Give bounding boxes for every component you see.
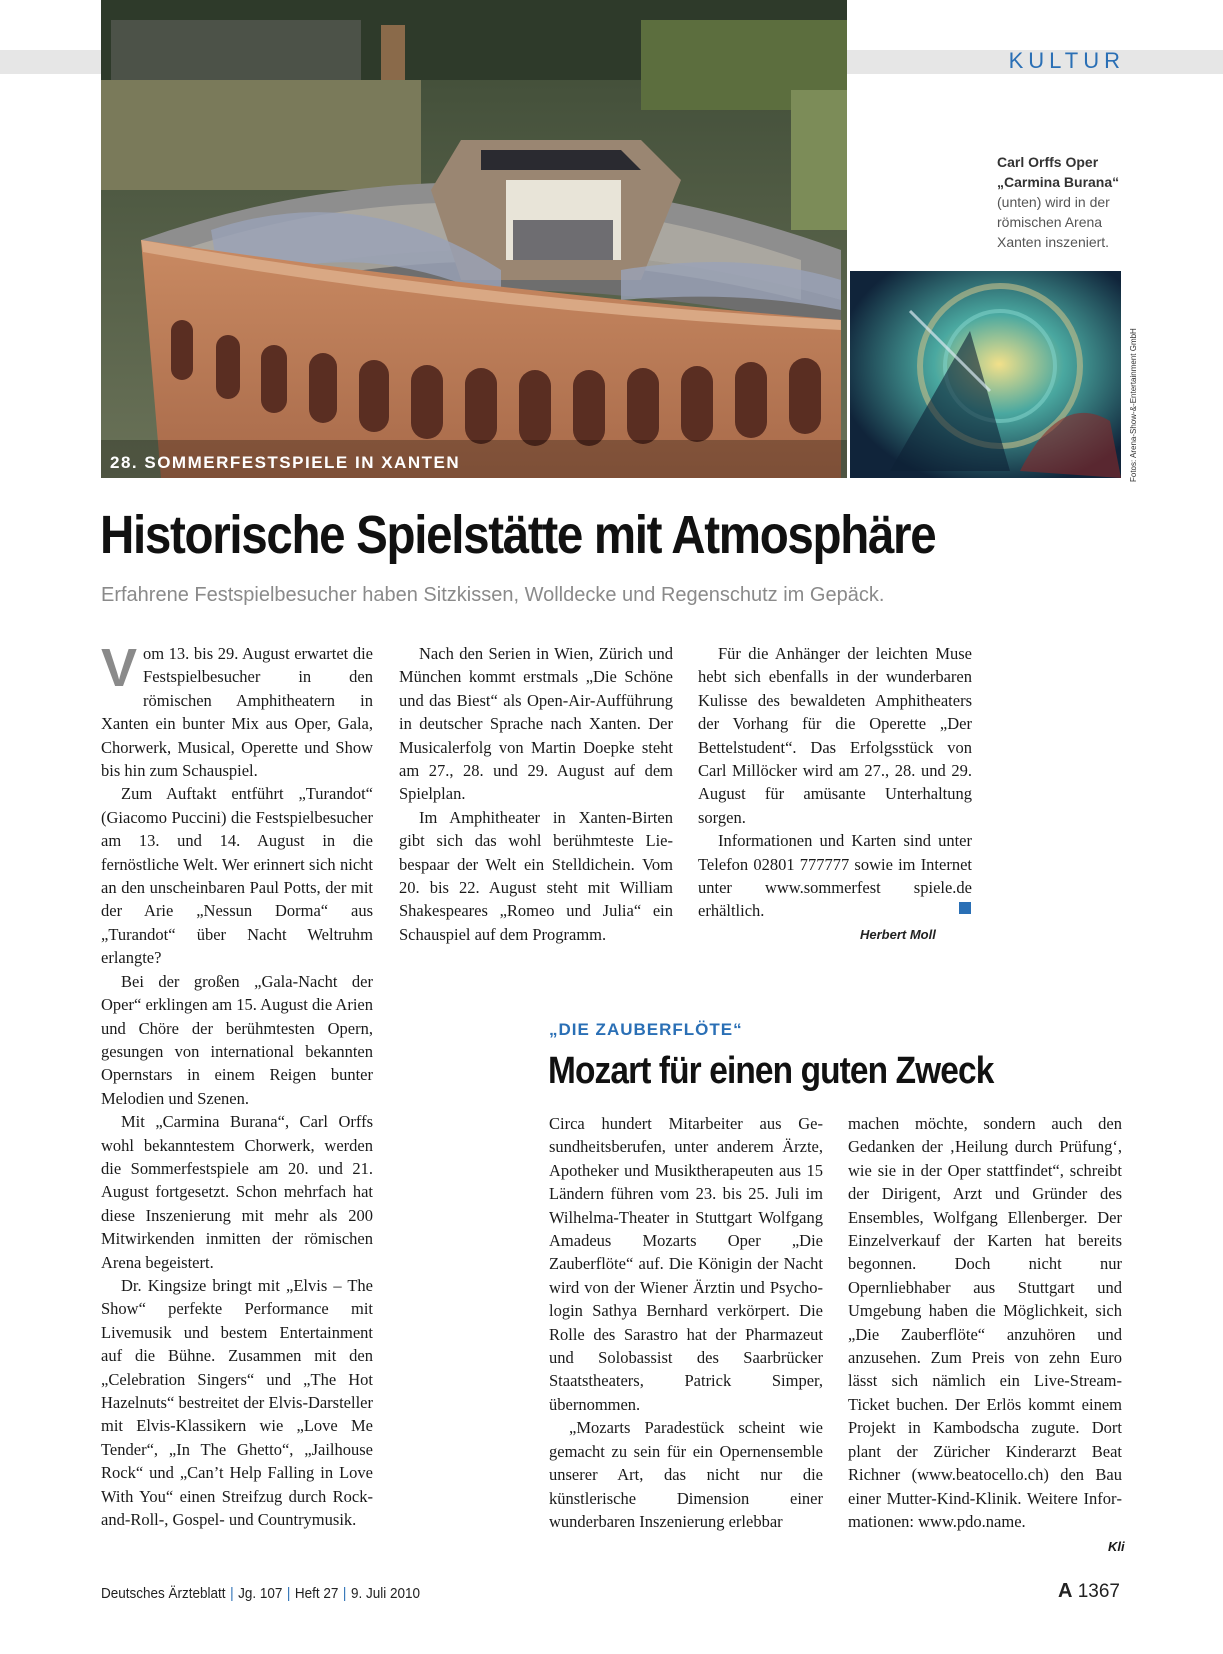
photo-caption [997, 152, 1137, 252]
footer-issue: Heft 27 [294, 1585, 339, 1602]
paragraph: Nach den Serien in Wien, Zürich und München kommt erstmals „Die Schöne und das Biest“ als Open-Air-Aufführung in deutscher Sprache nach Xanten. Der Musicalerfolg von Martin Doepke steht am 27., 28. und 29. August auf dem Spielplan. [399, 644, 673, 804]
photo-credit: Fotos: Arena-Show-&-Entertainment GmbH [1129, 328, 1138, 482]
dropcap: V [101, 638, 138, 698]
article-author: Herbert Moll [860, 927, 936, 942]
paragraph: „Mozarts Paradestück scheint wie gemacht zu sein für ein Opernensemble unserer Art, das nicht nur die künstlerische Dimension einer wunderbaren Inszenierung erlebbar [549, 1418, 823, 1531]
article2-column-2 [848, 1112, 1122, 1533]
photo-caption-text: (unten) wird in der römischen Arena Xanten inszeniert. [997, 194, 1110, 250]
footer-date: 9. Juli 2010 [350, 1585, 421, 1602]
photo-tag: 28. SOMMERFESTSPIELE IN XANTEN [110, 453, 461, 472]
paragraph: machen möchte, sondern auch den Gedanken der ‚Heilung durch Prüfung‘, wie sie in der Oper stattfindet“, schreibt der Dirigent, Arzt und Gründer des Ensembles, Wolfgang Ellenberger. Der Einzelverkauf der Karten hat bereits begonnen. Doch nicht nur Opernliebhaber aus Stuttgart und Umgebung haben die Möglichkeit, sich „Die Zauberflöte“ anzuhören und anzusehen. Zum Preis von zehn Euro lässt sich nämlich ein Live-Stream-Ticket buchen. Der Erlös kommt einem Projekt in Kambodscha zugute. Dort plant der Züricher Kinderarzt Beat Richner (www.beatocello.ch) den Bau einer Mutter-Kind-Klinik. Weitere Informationen: www.pdo.name. [848, 1114, 1122, 1531]
article-column-3 [698, 642, 972, 923]
paragraph: Circa hundert Mitarbeiter aus Gesundheitsberufen, unter anderem Ärzte, Apotheker und Musiktherapeuten aus 15 Ländern führen vom 23. bis 25. Juli im Wilhelma-Theater in Stuttgart Wolfgang Amadeus Mozarts Oper „Die Zauberflöte“ auf. Die Königin der Nacht wird von der Wiener Ärztin und Psychologin Sathya Bernhard verkörpert. Die Rolle des Sarastro hat der Pharmazeut und Solobassist des Saarbrücker Staatstheaters, Patrick Simper, übernommen. [549, 1114, 823, 1414]
article-subline: Erfahrene Festspielbesucher haben Sitzkissen, Wolldecke und Regenschutz im Gepäck. [101, 584, 885, 606]
article2-column-1 [549, 1112, 823, 1533]
article2-kicker: „DIE ZAUBERFLÖTE“ [549, 1020, 743, 1039]
end-mark-icon [959, 902, 971, 914]
paragraph: Dr. Kingsize bringt mit „Elvis – The Show“ perfekte Performance mit Livemusik und bestem Entertainment auf die Bühne. Zusammen mit den „Celebration Singers“ und „The Hot Hazelnuts“ bestreitet der Elvis-Darsteller mit Elvis-Klassikern wie „Love Me Tender“, „In The Ghetto“, „Jailhouse Rock“ und „Can’t Help Falling in Love With You“ einen Streifzug durch Rock-and-Roll-, Gospel- und Countrymusik. [101, 1275, 373, 1530]
paragraph: Bei der großen „Gala-Nacht der Oper“ erklingen am 15. August die Arien und Chöre der berühmtesten Opern, gesungen von international bekannten Opernstars in einem Reigen bunter Melodien und Szenen. [101, 971, 373, 1108]
section-label: KULTUR [1008, 48, 1125, 73]
article2-author: Kli [1108, 1539, 1125, 1554]
paragraph: Zum Auftakt entführt „Turandot“ (Giacomo Puccini) die Festspielbesucher am 13. und 14. August in die fernöstliche Welt. Wer erinnert sich nicht an den unscheinbaren Paul Potts, der mit der Arie „Nessun Dorma“ aus „Turandot“ über Nacht Weltruhm erlangte? [101, 784, 373, 968]
paragraph: Mit „Carmina Burana“, Carl Orffs wohl bekanntestem Chorwerk, werden die Sommerfestspiele am 20. und 21. August fortgesetzt. Schon mehrfach hat diese Inszenierung mit mehr als 200 Mitwirkenden inmitten der römischen Arena begeistert. [101, 1112, 373, 1272]
amphitheater-photo [101, 0, 847, 478]
footer: Deutsches Ärzteblatt | Jg. 107 | Heft 27 | 9. Juli 2010 [101, 1585, 421, 1602]
paragraph: Für die Anhänger der leichten Muse hebt sich ebenfalls in der wunderbaren Kulisse des bewaldeten Amphitheaters der Vorhang für die Operette „Der Bettelstudent“. Das Erfolgsstück von Carl Millöcker wird am 27., 28. und 29. August für amüsante Unterhaltung sorgen. [698, 644, 972, 827]
article-column-1: Vom 13. bis 29. August erwartet die Festspielbesucher in den römischen Amphitheatern in Xanten ein bunter Mix aus Oper, Gala, Chorwerk, Musical, Operette und Show bis hin zum Schauspiel. Zum Auftakt entführt „Turandot“ (Giacomo Puccini) die Festspielbesucher am 13. und 14. August in die fernöstliche Welt. Wer erinnert sich nicht an den unscheinbaren Paul Potts, der mit der Arie „Nessun Dorma“ aus „Turandot“ über Nacht Weltruhm erlangte? Bei der großen „Gala-Nacht der Oper“ erklingen am 15. August die Arien und Chöre der berühmtesten Opern, gesungen von international bekannten Opernstars in einem Reigen bunter Melodien und Szenen. Mit „Carmina Burana“, Carl Orffs wohl bekanntestem Chorwerk, werden die Sommerfestspiele am 20. und 21. August fortgesetzt. Schon mehrfach hat diese Inszenierung mit mehr als 200 Mitwirkenden inmitten der römischen Arena begeistert. Dr. Kingsize bringt mit „Elvis – The Show“ perfekte Performance mit Livemusik und bestem Entertainment auf die Bühne. Zusammen mit den „Celebration Singers“ und „The Hot Hazelnuts“ bestreitet der Elvis-Darsteller mit Elvis-Klassikern wie „Love Me Tender“, „In The Ghetto“, „Jailhouse Rock“ und „Can’t Help Falling in Love With You“ einen Streifzug durch Rock-and-Roll-, Gospel- und Countrymusik. [101, 642, 373, 1531]
photo-caption-bold: Carl Orffs Oper „Carmina Burana“ [997, 154, 1120, 190]
article-column-2 [399, 642, 673, 946]
paragraph: Im Amphitheater in Xanten-Birten gibt sich das wohl berühmteste Liebespaar der Welt ein Stelldichein. Vom 20. bis 22. August steht mit William Shakespeares „Romeo und Julia“ ein Schauspiel auf dem Programm. [399, 807, 673, 944]
paragraph: Informationen und Karten sind unter Telefon 02801 777777 sowie im Internet unter www.sommerfest spiele.de erhältlich. [698, 831, 972, 921]
article-headline: Historische Spielstätte mit Atmosphäre [100, 505, 936, 565]
footer-volume: Jg. 107 [238, 1585, 283, 1602]
article2-headline: Mozart für einen guten Zweck [548, 1050, 994, 1092]
footer-publication: Deutsches Ärzteblatt [101, 1585, 226, 1602]
page-number: A 1367 [1057, 1580, 1120, 1602]
carmina-burana-photo [850, 271, 1121, 478]
